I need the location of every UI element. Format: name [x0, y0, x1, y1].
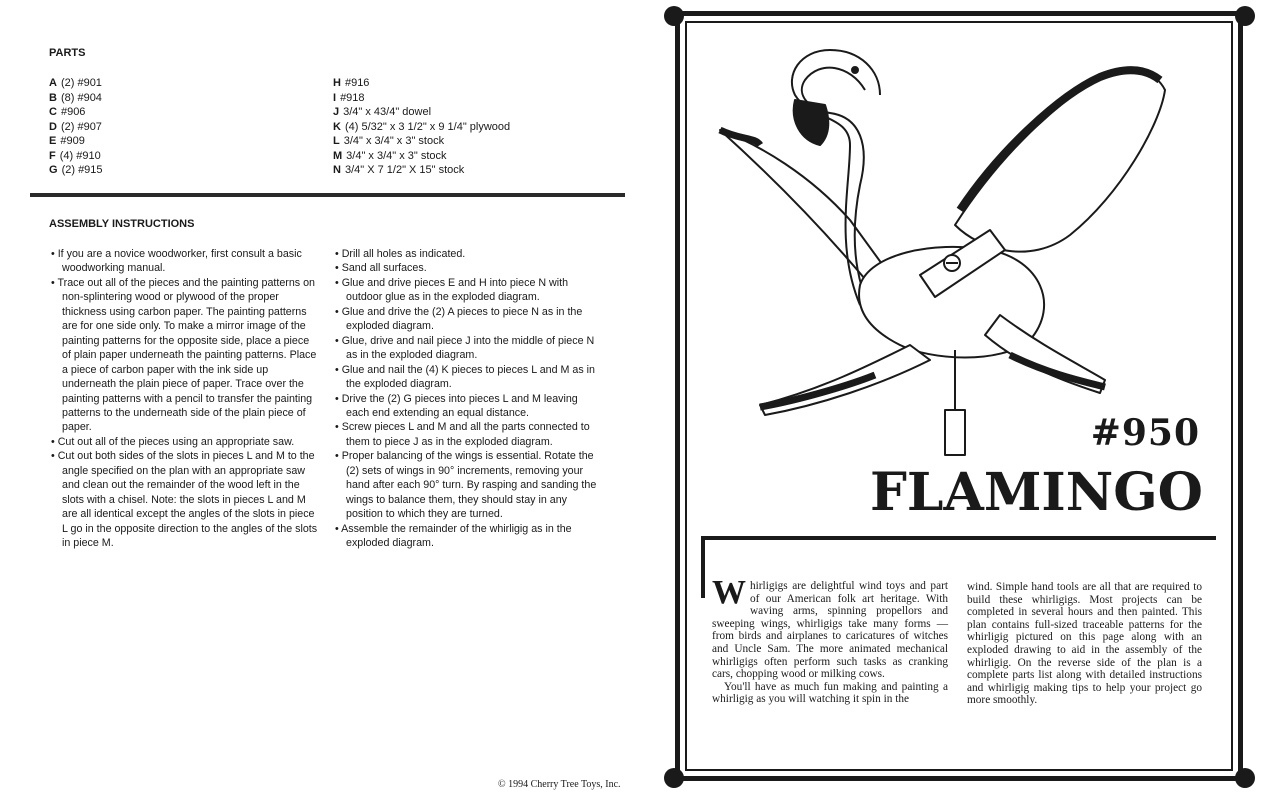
instruction-item: • If you are a novice woodworker, first consult a basic woodworking manual. [51, 248, 302, 275]
part-item: B (8) #904 [49, 91, 102, 104]
part-item: G (2) #915 [49, 164, 103, 176]
instructions-left-column [49, 247, 319, 551]
instruction-item: • Drive the (2) G pieces into pieces L and M leaving each end extending an equal distance. [335, 392, 578, 419]
part-item: A (2) #901 [49, 77, 102, 89]
part-item: F (4) #910 [49, 149, 101, 162]
instruction-item: • Drill all holes as indicated. [335, 248, 466, 260]
flamingo-illustration [700, 35, 1210, 465]
part-item: K (4) 5/32" x 3 1/2" x 9 1/4" plywood [333, 120, 511, 133]
part-item: J 3/4" x 43/4" dowel [333, 106, 432, 118]
drop-cap: W [712, 574, 746, 611]
instructions-right-column [333, 247, 603, 551]
intro-column-2: wind. Simple hand tools are all that are required to build these whirligigs. Most projects can be completed in several hours and then painted. This plan contains full-sized traceable patterns for the whirligig pictured on this page along with an exploded drawing to aid in the assembly of the whirligig. On the reverse side of the plan is a complete parts list along with detailed instructions and whirligig making tips to help your project go more smoothly. [967, 581, 1202, 707]
copyright-notice: © 1994 Cherry Tree Toys, Inc. [498, 779, 621, 790]
part-item: L 3/4" x 3/4" x 3" stock [333, 135, 445, 147]
part-item: M 3/4" x 3/4" x 3" stock [333, 149, 447, 162]
instruction-item: • Screw pieces L and M and all the parts connected to them to piece J as in the exploded diagram. [335, 421, 590, 448]
corner-dot [664, 768, 684, 788]
product-title: FLAMINGO [870, 462, 1203, 523]
intro-box-border [701, 536, 1216, 540]
intro-box-border [701, 536, 705, 598]
instruction-item: • Cut out all of the pieces using an appropriate saw. [51, 435, 295, 448]
instruction-item: • Sand all surfaces. [335, 262, 427, 275]
instruction-item: • Proper balancing of the wings is essential. Rotate the (2) sets of wings in 90° increments, removing your hand after each 90° turn. By rasping and sanding the wings to balance them, they should stay in any position to which they are turned. [335, 450, 597, 521]
parts-list-left [49, 76, 103, 178]
assembly-heading: ASSEMBLY INSTRUCTIONS [49, 218, 195, 230]
corner-dot [664, 6, 684, 26]
intro-paragraph: You'll have as much fun making and painting a whirligig as you will watching it spin in the [712, 680, 948, 706]
section-divider [30, 193, 625, 197]
part-item: I #918 [333, 91, 365, 104]
parts-heading: PARTS [49, 47, 86, 59]
instruction-item: • Cut out both sides of the slots in pieces L and M to the angle specified on the plan with an appropriate saw and clean out the remainder of the wood left in the slots with a chisel. Note: the slots in pieces L and M are all identical except the angles of the slots in piece L go in the opposite direction to the angles of the slots in piece M. [51, 450, 318, 550]
corner-dot [1235, 6, 1255, 26]
intro-paragraph: hirligigs are delightful wind toys and part of our American folk art heritage. With waving arms, spinning propellors and sweeping wings, whirligigs take many forms — from birds and airplanes to caricatures of witches and Uncle Sam. The more animated mechanical whirligigs often perform such tasks as cranking cars, chopping wood or milking cows. [712, 580, 948, 681]
part-item: H #916 [333, 77, 370, 89]
part-item: N 3/4" X 7 1/2" X 15" stock [333, 164, 465, 176]
part-item: C #906 [49, 106, 86, 118]
part-item: D (2) #907 [49, 120, 102, 133]
instruction-item: • Trace out all of the pieces and the painting patterns on non-splintering wood or plywood of the proper thickness using carbon paper. The painting patterns are for one side only. To make a mirror image of the painting patterns for the opposite side, place a piece of plain paper underneath the painting patterns. Place a piece of carbon paper with the ink side up underneath the plain piece of paper. Trace over the painting patterns with a pencil to transfer the painting patterns to the underneath side of the plain piece of paper. [51, 276, 317, 434]
instruction-item: • Glue and drive pieces E and H into piece N with outdoor glue as in the exploded diagram. [335, 276, 569, 304]
parts-list-right [333, 76, 510, 178]
corner-dot [1235, 768, 1255, 788]
instruction-item: • Glue, drive and nail piece J into the middle of piece N as in the exploded diagram. [335, 334, 595, 362]
instruction-item: • Glue and nail the (4) K pieces to pieces L and M as in the exploded diagram. [335, 363, 595, 391]
product-number: #950 [1090, 412, 1200, 454]
instruction-item: • Glue and drive the (2) A pieces to piece N as in the exploded diagram. [335, 305, 583, 333]
instruction-item: • Assemble the remainder of the whirligig as in the exploded diagram. [335, 522, 572, 550]
part-item: E #909 [49, 135, 85, 147]
intro-column-1 [712, 574, 948, 706]
